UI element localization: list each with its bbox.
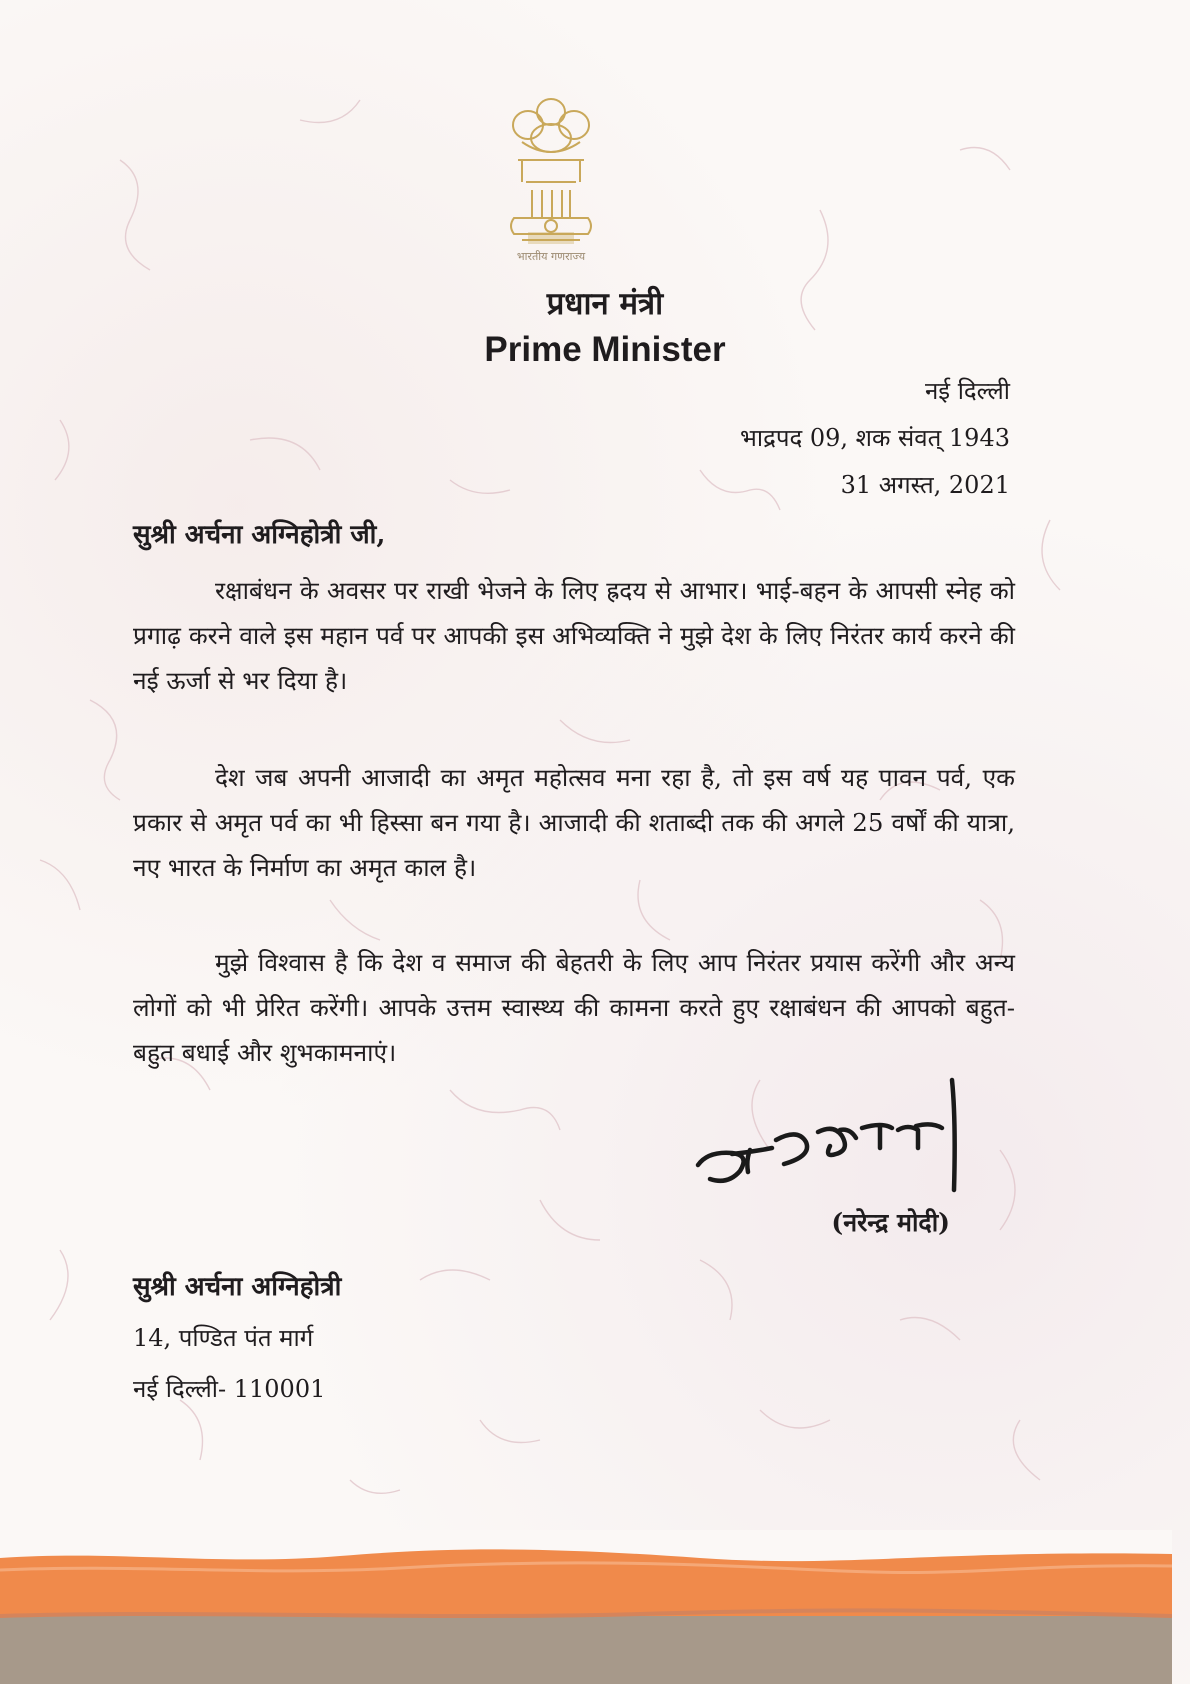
handwritten-signature xyxy=(690,1070,1010,1200)
address-line-1: 14, पण्डित पंत मार्ग xyxy=(133,1324,314,1352)
date-place: नई दिल्ली xyxy=(924,377,1010,405)
letterhead-title-english: Prime Minister xyxy=(484,330,726,369)
recipient-name: सुश्री अर्चना अग्निहोत्री xyxy=(133,1272,342,1302)
signatory-name: (नरेन्द्र मोदी) xyxy=(831,1208,950,1237)
emblem-motto: भारतीय गणराज्य xyxy=(516,250,586,263)
recipient-address xyxy=(133,1262,341,1415)
letterhead-title-hindi: प्रधान मंत्री xyxy=(546,286,664,322)
letter-paragraph-2: देश जब अपनी आजादी का अमृत महोत्सव मना रहा है, तो इस वर्ष यह पावन पर्व, एक प्रकार से अमृत पर्व का भी हिस्सा बन गया है। आजादी की शताब्दी तक की अगले 25 वर्षों की यात्रा, नए भारत के निर्माण का अमृत काल है। xyxy=(133,763,1015,882)
date-block xyxy=(740,368,1010,509)
paper-bottom-border xyxy=(0,1530,1172,1684)
salutation: सुश्री अर्चना अग्निहोत्री जी, xyxy=(133,520,386,550)
address-line-2: नई दिल्ली- 110001 xyxy=(133,1375,326,1403)
letter-paragraph-3: मुझे विश्वास है कि देश व समाज की बेहतरी के लिए आप निरंतर प्रयास करेंगी और अन्य लोगों को भी प्रेरित करेंगी। आपके उत्तम स्वास्थ्य की कामना करते हुए रक्षाबंधन की आपको बहुत-बहुत बधाई और शुभकामनाएं। xyxy=(133,948,1015,1067)
national-emblem-icon xyxy=(492,90,610,265)
date-saka: भाद्रपद 09, शक संवत् 1943 xyxy=(740,424,1010,452)
date-gregorian: 31 अगस्त, 2021 xyxy=(840,471,1010,499)
letter-paragraph-1: रक्षाबंधन के अवसर पर राखी भेजने के लिए ह्रदय से आभार। भाई-बहन के आपसी स्नेह को प्रगाढ़ करने वाले इस महान पर्व पर आपकी इस अभिव्यक्ति ने मुझे देश के लिए निरंतर कार्य करने की नई ऊर्जा से भर दिया है। xyxy=(133,576,1015,695)
